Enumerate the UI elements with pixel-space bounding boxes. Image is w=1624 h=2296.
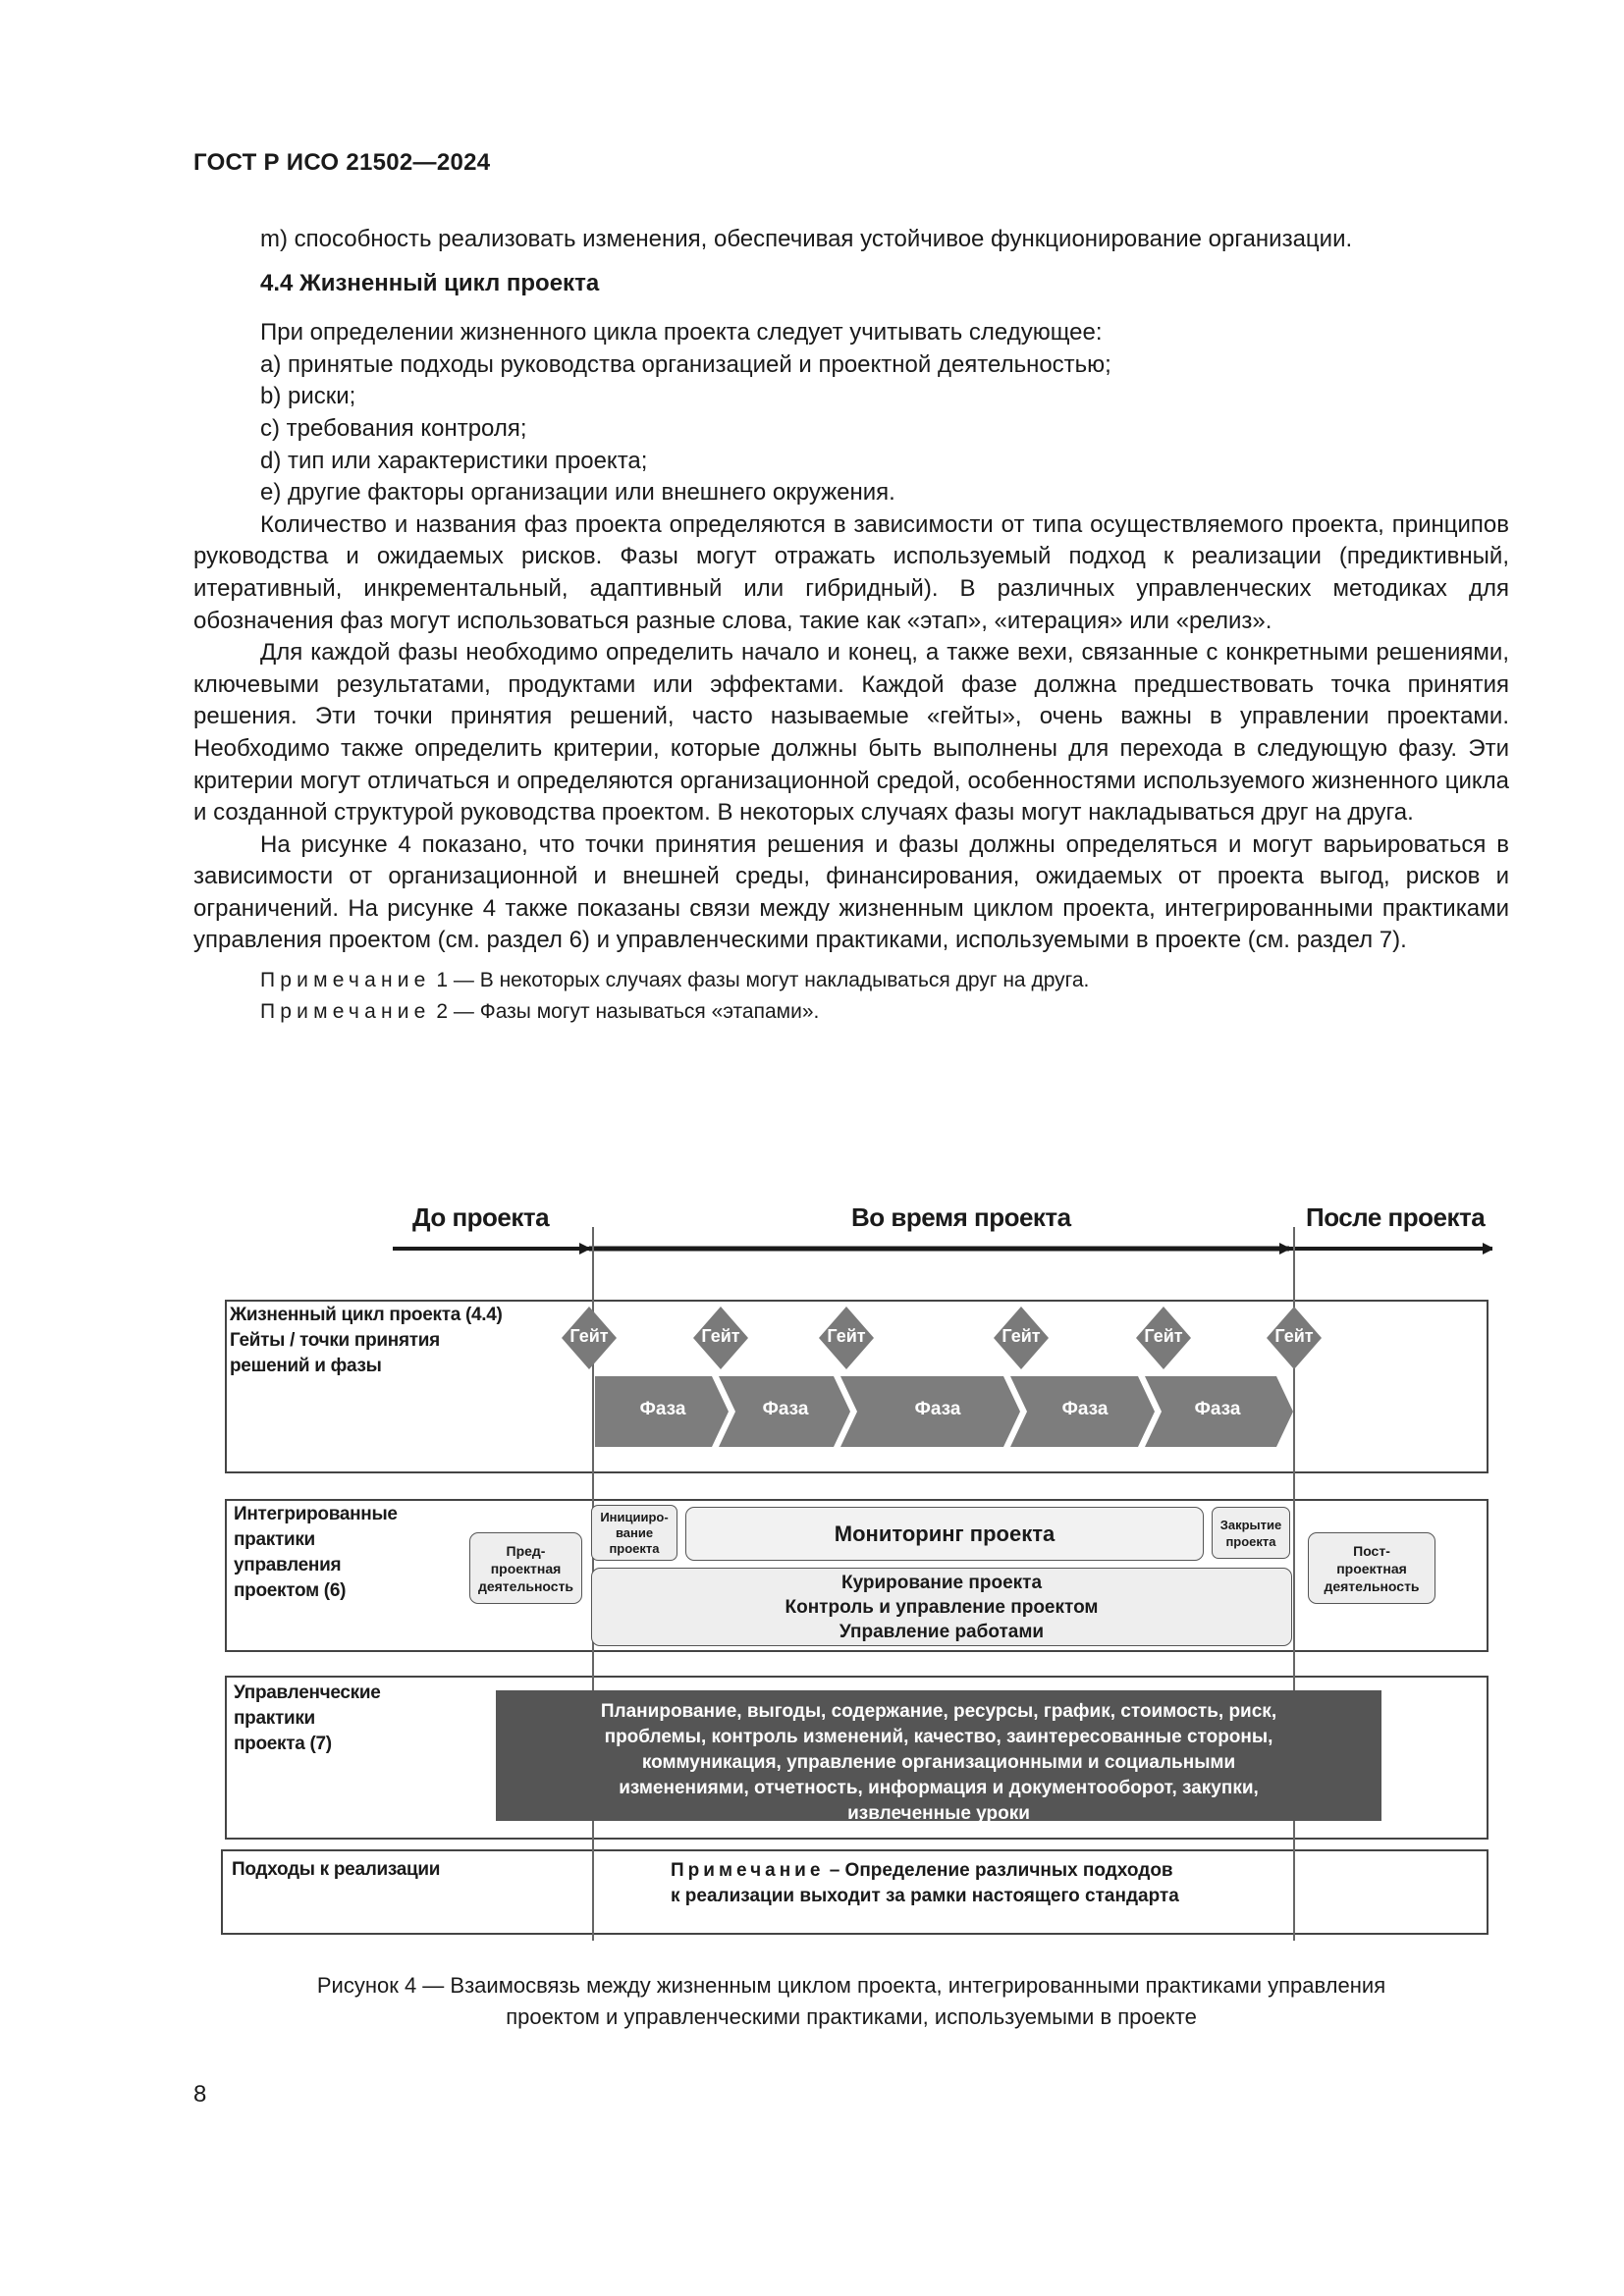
list-item: b) риски; xyxy=(260,383,356,410)
pill-line: Пред- xyxy=(506,1542,546,1559)
caption-line: проектом и управленческими практиками, используемыми в проекте xyxy=(506,2004,1197,2029)
gate-label: Гейт xyxy=(1274,1326,1314,1346)
integrated-practices-label xyxy=(234,1502,398,1604)
project-directing xyxy=(591,1568,1292,1646)
pill-line: вание xyxy=(615,1524,654,1540)
mgmt-line: коммуникация, управление организационными и социальными xyxy=(641,1752,1236,1773)
phase-label: Фаза xyxy=(1194,1399,1241,1419)
phase-label: Фаза xyxy=(639,1399,686,1419)
paragraph-phases: Количество и названия фаз проекта определяются в зависимости от типа осуществляемого проекта, принципов руководства и ожидаемых рисков. Фазы могут отражать используемый подход к реализации (предиктивный, итеративный, инкрементальный, адаптивный или гибридный). В различных управленческих методиках для обозначения фаз могут использоваться разные слова, такие как «этап», «итерация» или «релиз». xyxy=(193,510,1509,634)
note-rest: – Определение различных подходов xyxy=(824,1860,1173,1881)
delivery-approaches-note xyxy=(671,1858,1179,1909)
list-item: d) тип или характеристики проекта; xyxy=(260,447,648,474)
pill-line: Управление работами xyxy=(839,1621,1045,1642)
label-line: практики xyxy=(234,1708,315,1729)
gate-label: Гейт xyxy=(569,1326,609,1346)
pill-line: деятельность xyxy=(477,1577,574,1594)
pill-line: Иницииро- xyxy=(600,1509,669,1524)
phase-label: Фаза xyxy=(762,1399,809,1419)
mgmt-line: изменениями, отчетность, информация и документооборот, закупки, xyxy=(619,1778,1259,1798)
after-project-label: После проекта xyxy=(1306,1202,1486,1232)
post-project-activity xyxy=(1308,1532,1435,1604)
pill-line: проекта xyxy=(609,1540,660,1556)
phase-label: Фаза xyxy=(1061,1399,1109,1419)
gate-label: Гейт xyxy=(701,1326,740,1346)
list-item: c) требования контроля; xyxy=(260,414,527,442)
label-line: проекта (7) xyxy=(234,1734,332,1754)
lifecycle-label: Жизненный цикл проекта (4.4) xyxy=(230,1305,503,1325)
lifecycle-label: Гейты / точки принятия xyxy=(230,1330,440,1351)
delivery-approaches-label: Подходы к реализации xyxy=(232,1859,441,1880)
mgmt-line: извлеченные уроки xyxy=(847,1803,1030,1824)
page-number: 8 xyxy=(193,2081,207,2108)
list-item: a) принятые подходы руководства организацией и проектной деятельностью; xyxy=(260,350,1111,378)
pill-line: Закрытие xyxy=(1219,1517,1282,1532)
paragraph-figure-ref: На рисунке 4 показано, что точки принятия решения и фазы должны определяться и могут варьироваться в зависимости от организационной и внешней среды, финансирования, ожидаемых от проекта выгод, рисков и ограничений. На рисунке 4 также показаны связи между жизненным циклом проекта, интегрированными практиками управления проектом (см. раздел 6) и управленческими практиками, используемыми в проекте (см. раздел 7). xyxy=(193,830,1509,954)
pill-line: Контроль и управление проектом xyxy=(785,1596,1099,1618)
project-monitoring: Мониторинг проекта xyxy=(685,1507,1204,1561)
note-line: к реализации выходит за рамки настоящего стандарта xyxy=(671,1886,1179,1906)
pre-project-activity xyxy=(469,1532,582,1604)
note-word: Примечание xyxy=(260,1000,431,1024)
label-line: Управленческие xyxy=(234,1682,381,1703)
pill-line: проектная xyxy=(490,1560,562,1576)
note-1 xyxy=(260,965,1509,996)
body-text xyxy=(193,224,1509,1028)
lifecycle-label: решений и фазы xyxy=(230,1356,382,1376)
label-line: Интегрированные xyxy=(234,1504,398,1524)
gate-label: Гейт xyxy=(1001,1326,1041,1346)
note-text: 1 — В некоторых случаях фазы могут накладываться друг на друга. xyxy=(430,969,1090,992)
label-line: проектом (6) xyxy=(234,1580,347,1601)
management-practices-box xyxy=(496,1690,1381,1824)
pill-line: деятельность xyxy=(1324,1577,1420,1594)
during-project-label: Во время проекта xyxy=(851,1202,1071,1232)
note-word: Примечание xyxy=(260,969,431,992)
document-header: ГОСТ Р ИСО 21502—2024 xyxy=(193,149,491,176)
caption-line: Рисунок 4 — Взаимосвязь между жизненным циклом проекта, интегрированными практиками управления xyxy=(316,1973,1386,1998)
note-line xyxy=(671,1858,1179,1884)
list-item: e) другие факторы организации или внешнего окружения. xyxy=(260,479,895,507)
pill-line: Пост- xyxy=(1353,1542,1390,1559)
paragraph-gates: Для каждой фазы необходимо определить начало и конец, а также вехи, связанные с конкретными решениями, ключевыми результатами, продуктами или эффектами. Каждой фазе должна предшествовать точка принятия решения. Эти точки принятия решений, часто называемые «гейты», очень важны в управлении проектами. Необходимо также определить критерии, которые должны быть выполнены для перехода в следующую фазу. Эти критерии могут отличаться и определяются организационной средой, особенностями используемого жизненного цикла и созданной структурой руководства проектом. В некоторых случаях фазы могут накладываться друг на друга. xyxy=(193,639,1509,827)
project-closing xyxy=(1212,1507,1290,1559)
management-practices-label xyxy=(234,1681,381,1757)
gate-label: Гейт xyxy=(1144,1326,1183,1346)
mgmt-line: Планирование, выгоды, содержание, ресурсы, график, стоимость, риск, xyxy=(600,1701,1277,1722)
paragraph-m: m) способность реализовать изменения, обеспечивая устойчивое функционирование организации. xyxy=(260,226,1353,252)
gate-label: Гейт xyxy=(827,1326,866,1346)
phase-label: Фаза xyxy=(914,1399,961,1419)
note-word: Примечание xyxy=(671,1860,825,1881)
pill-line: проекта xyxy=(1225,1533,1276,1549)
paragraph-intro: При определении жизненного цикла проекта следует учитывать следующее: xyxy=(260,319,1103,347)
note-2 xyxy=(260,996,1509,1028)
note-text: 2 — Фазы могут называться «этапами». xyxy=(430,1000,820,1024)
label-line: управления xyxy=(234,1555,342,1575)
figure-4 xyxy=(216,1202,1492,1949)
label-line: практики xyxy=(234,1529,315,1550)
section-heading: 4.4 Жизненный цикл проекта xyxy=(260,269,600,296)
project-initiation xyxy=(591,1505,677,1561)
figure-caption xyxy=(193,1970,1509,2033)
mgmt-line: проблемы, контроль изменений, качество, заинтересованные стороны, xyxy=(604,1727,1273,1747)
pill-line: Курирование проекта xyxy=(840,1572,1043,1593)
before-project-label: До проекта xyxy=(412,1202,550,1232)
pill-line: проектная xyxy=(1336,1560,1407,1576)
